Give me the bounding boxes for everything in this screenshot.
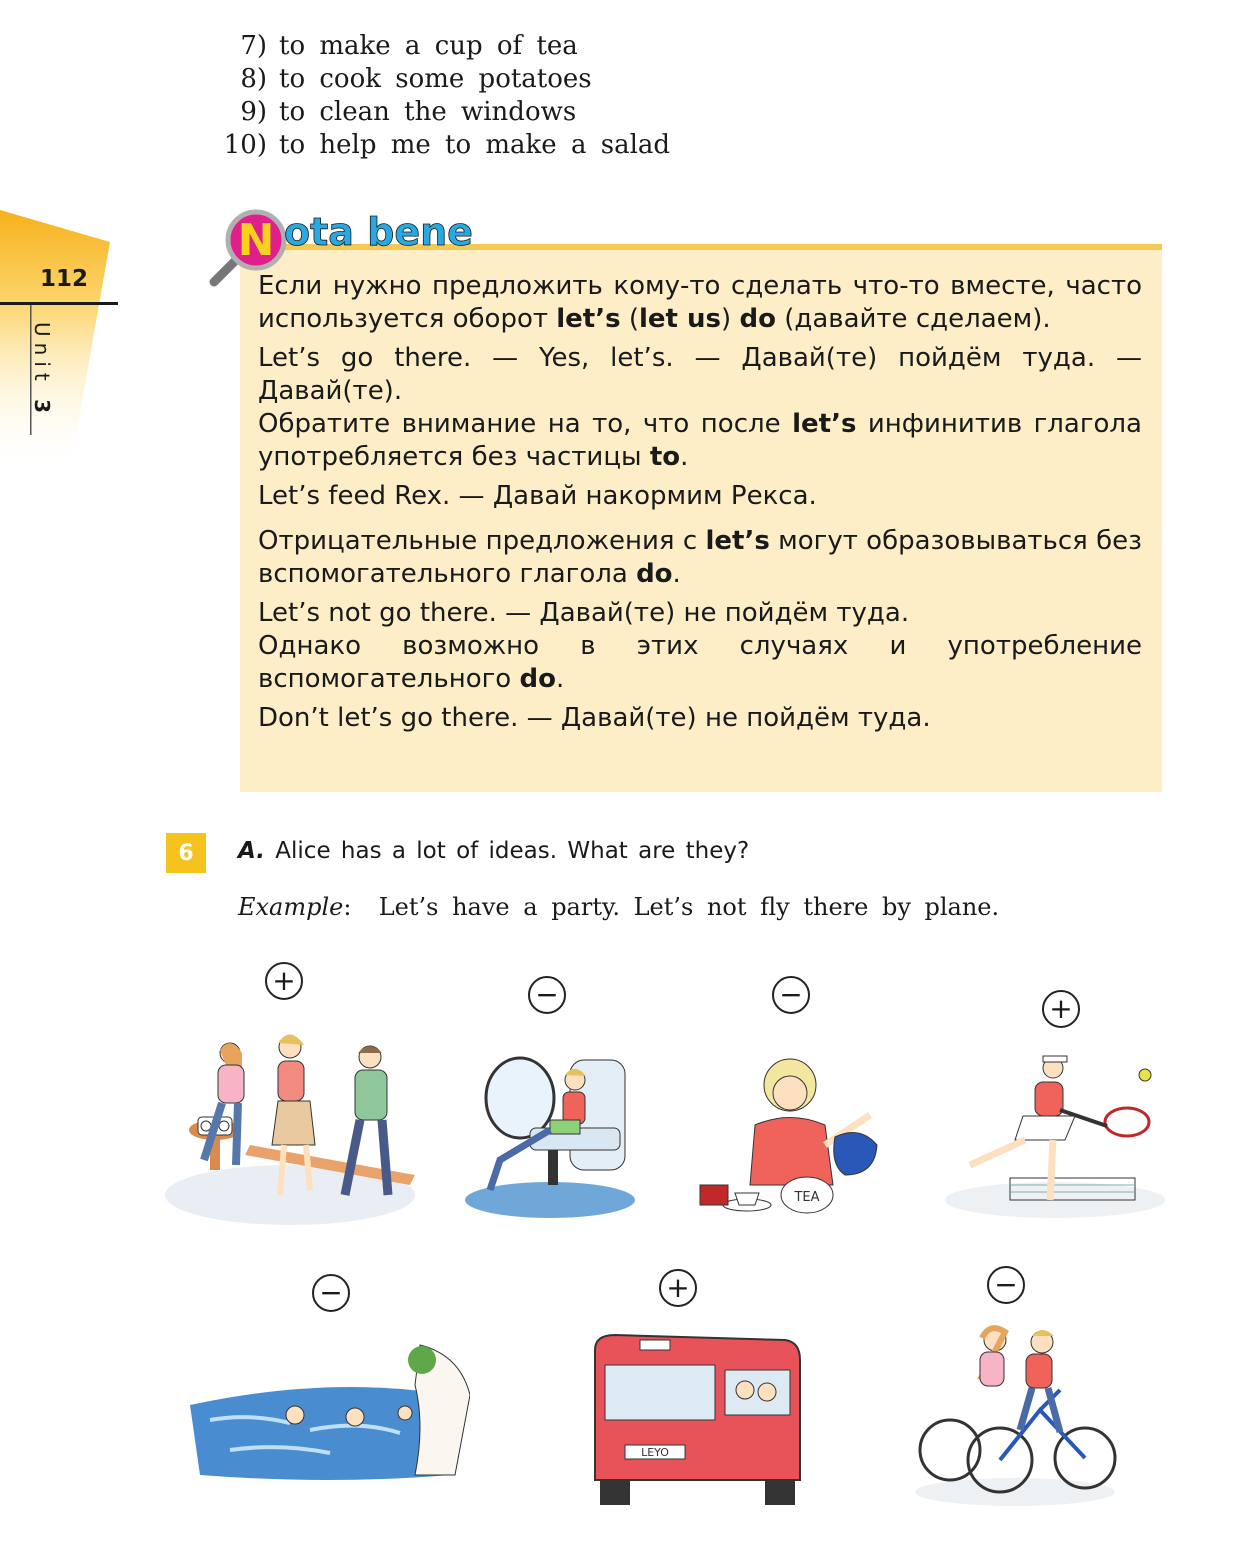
nb-example: Don’t let’s go there. — Давай(те) не пойдём туда. xyxy=(258,703,931,733)
plane-seat-illustration xyxy=(460,1050,640,1225)
plus-sign: + xyxy=(1042,990,1080,1028)
swimming-illustration xyxy=(190,1335,470,1485)
nb-paragraph: Обратите внимание на то, что после let’s инфинитив глагола употребляется без частицы to. xyxy=(258,409,1142,472)
top-list xyxy=(215,30,670,162)
bicycle-illustration xyxy=(910,1320,1120,1510)
tea-label: TEA xyxy=(794,1190,820,1205)
minus-sign: − xyxy=(312,1274,350,1312)
list-item: 8) to cook some potatoes xyxy=(240,64,592,94)
tea-making-illustration xyxy=(695,1045,895,1225)
minus-sign: − xyxy=(987,1266,1025,1304)
page-number: 112 xyxy=(40,266,89,292)
unit-label: Unit 3 xyxy=(30,322,54,419)
nb-example: Let’s feed Rex. — Давай накормим Рекса. xyxy=(258,481,817,511)
nota-bene-initial: N xyxy=(237,215,275,266)
page-tab xyxy=(0,210,118,470)
list-item: 7) to make a cup of tea xyxy=(240,31,578,61)
nb-example: Let’s go there. — Yes, let’s. — Давай(те) пойдём туда. — Давай(те). xyxy=(258,343,1142,406)
bus-illustration xyxy=(585,1330,805,1520)
list-item: 10) to help me to make a salad xyxy=(223,130,671,160)
exercise-number-badge: 6 xyxy=(166,833,206,873)
bus-plate-label: LEYO xyxy=(641,1446,669,1459)
minus-sign: − xyxy=(528,976,566,1014)
nb-example: Let’s not go there. — Давай(те) не пойдём туда. xyxy=(258,598,910,628)
list-item: 9) to clean the windows xyxy=(240,97,577,127)
exercise-example: Example: Let’s have a party. Let’s not fly there by plane. xyxy=(238,893,1000,921)
nb-paragraph: Если нужно предложить кому-то сделать что-то вместе, часто используется оборот let’s (let us) do (давайте сделаем). xyxy=(258,271,1142,334)
nb-paragraph: Однако возможно в этих случаях и употребление вспомогательного do. xyxy=(258,631,1142,694)
nb-paragraph: Отрицательные предложения с let’s могут образовываться без вспомогательного глагола do. xyxy=(258,526,1142,589)
minus-sign: − xyxy=(772,976,810,1014)
nota-bene-text xyxy=(258,270,1142,735)
plus-sign: + xyxy=(265,962,303,1000)
magnifier-handle-icon xyxy=(214,262,234,282)
plus-sign: + xyxy=(659,1269,697,1307)
nota-bene-word: ota bene xyxy=(284,210,473,254)
tennis-illustration xyxy=(935,1050,1165,1225)
party-dancing-illustration xyxy=(160,1025,420,1225)
exercise-task: A. Alice has a lot of ideas. What are they? xyxy=(238,838,750,864)
